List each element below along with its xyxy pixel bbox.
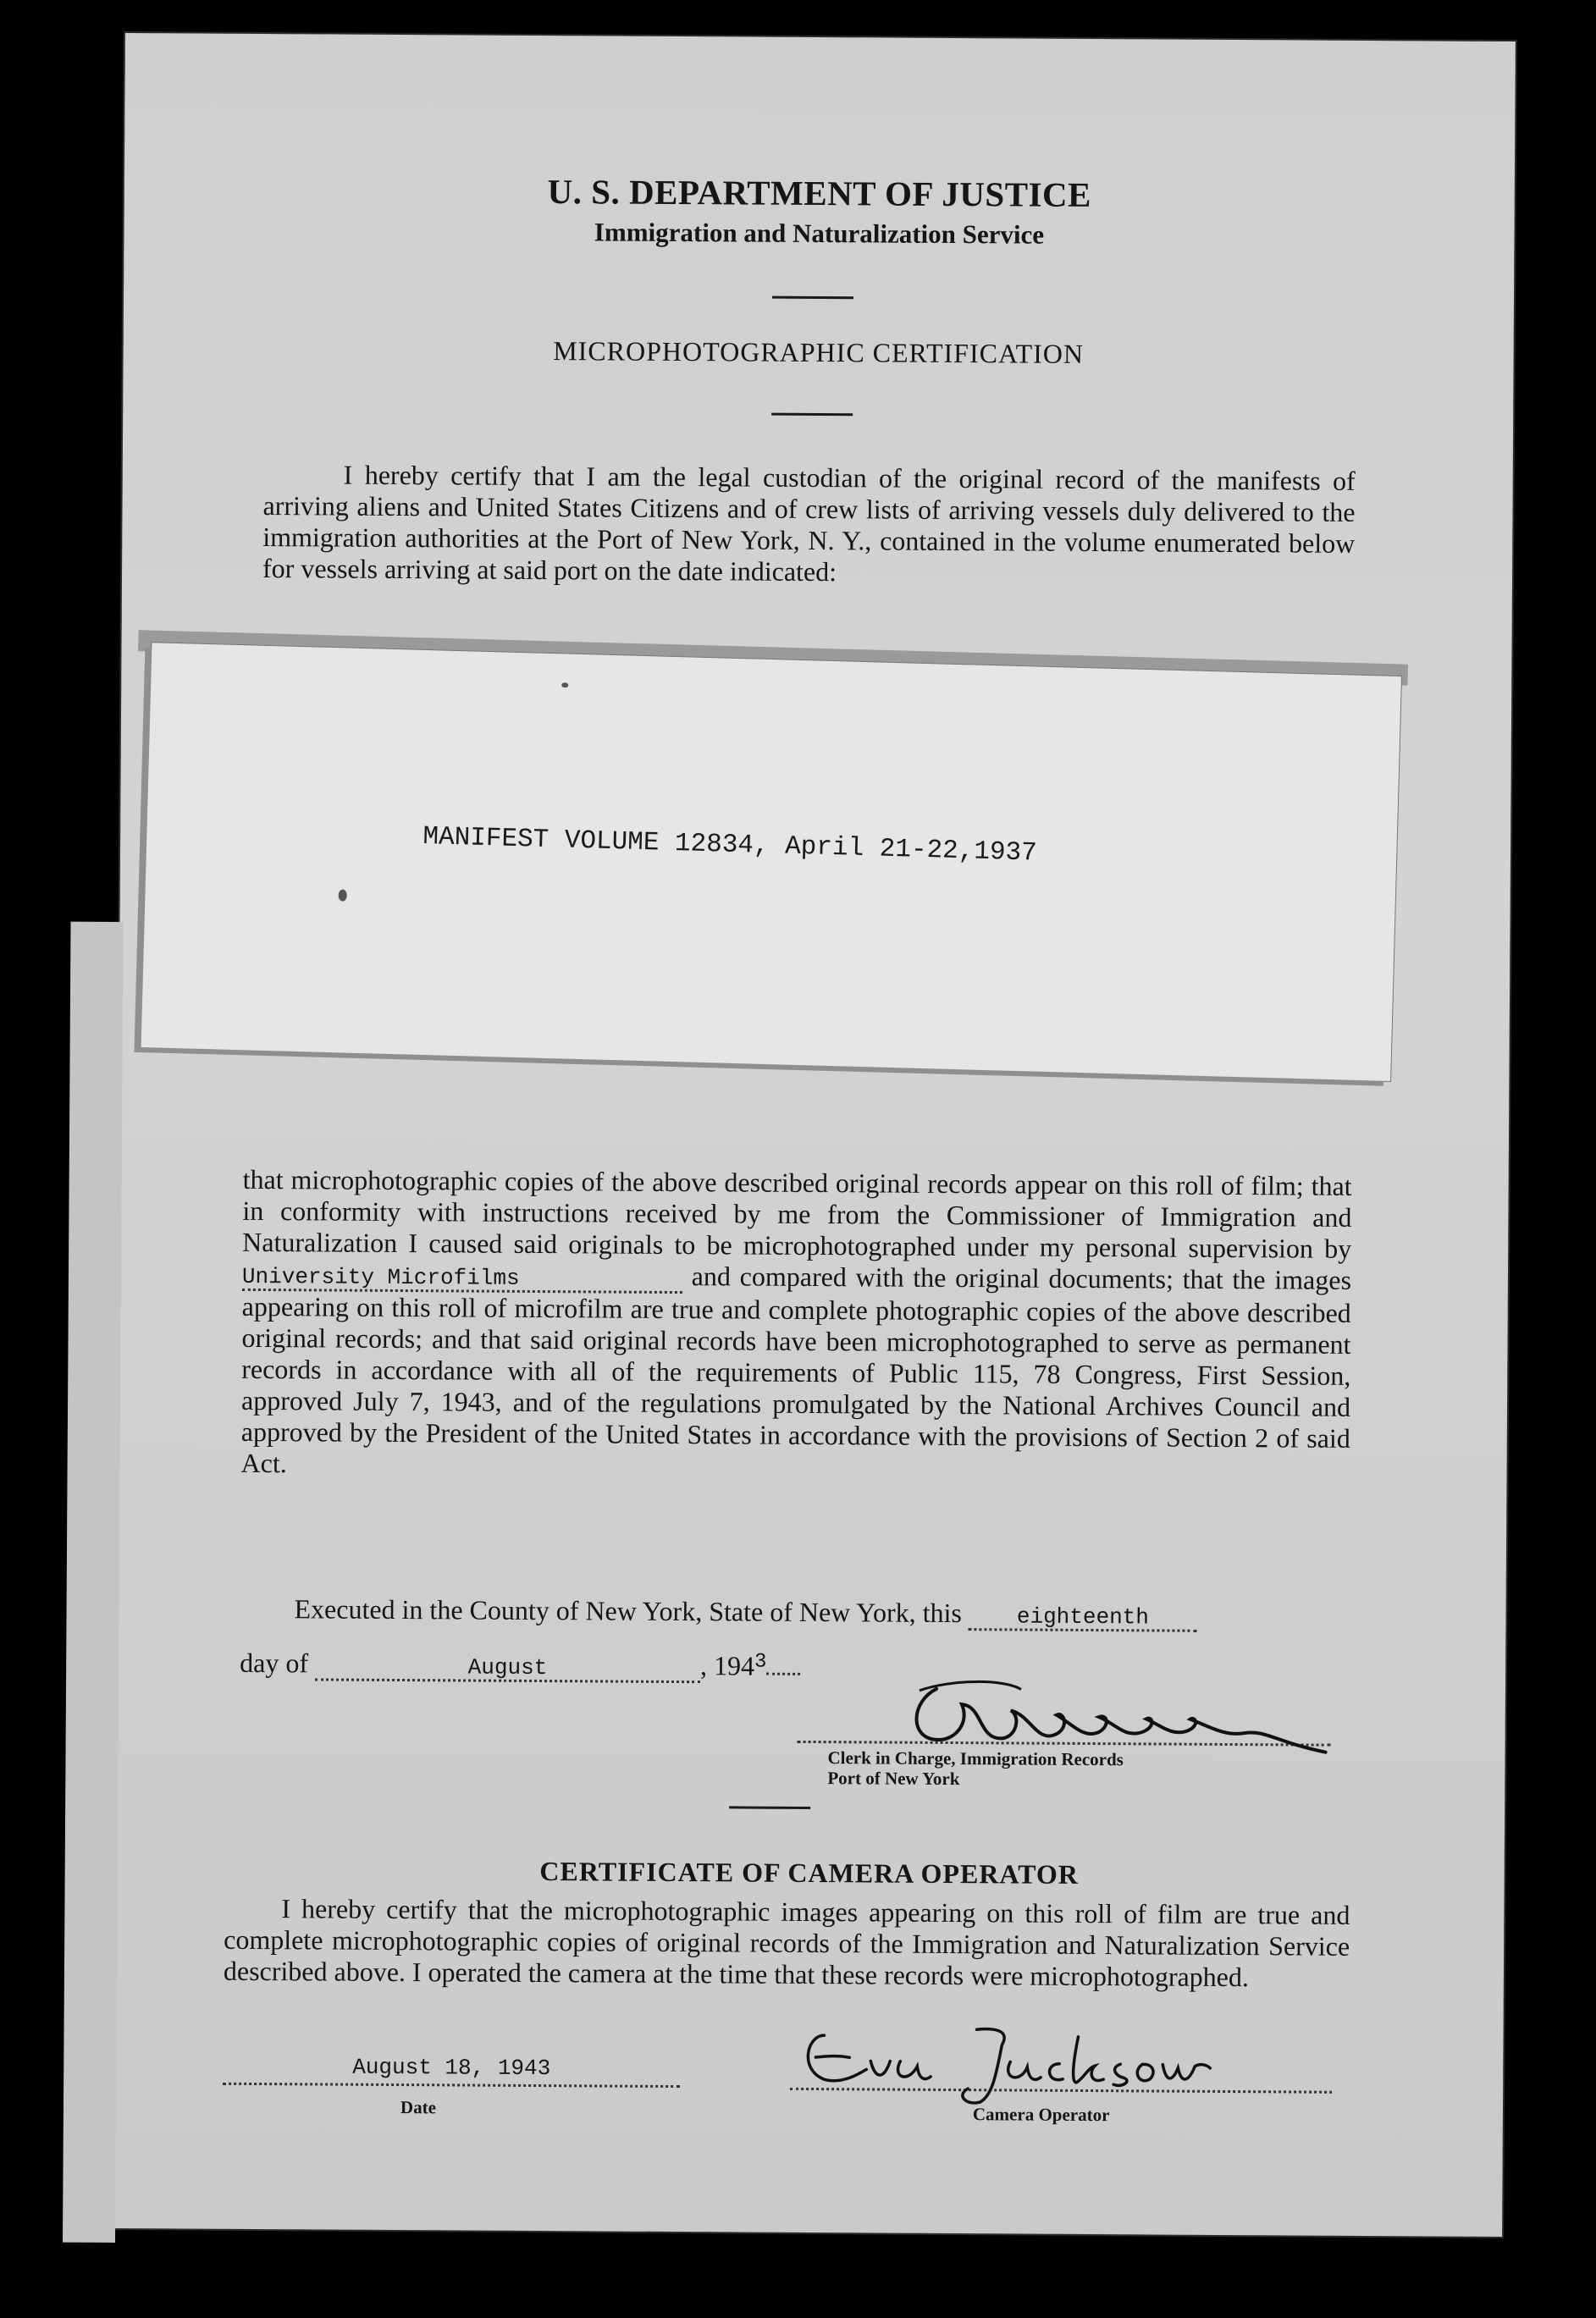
service-subtitle: Immigration and Naturalization Service xyxy=(594,217,1045,250)
divider-rule-1 xyxy=(772,296,853,300)
manifest-volume-text: MANIFEST VOLUME 12834, April 21-22,1937 xyxy=(422,821,1038,869)
body-text-part1: that microphotographic copies of the above described original records appear on this roll of film; that in conformity with instructions received by me from the Commissioner of Immigration and Naturalization I caused said originals to be microphotographed under my personal supervision by xyxy=(242,1163,1352,1264)
execution-prefix: Executed in the County of New York, State of New York, this xyxy=(294,1593,963,1629)
divider-rule-3 xyxy=(729,1806,810,1809)
clerk-caption xyxy=(827,1747,1124,1790)
clerk-caption-line2: Port of New York xyxy=(827,1768,960,1790)
intro-paragraph: I hereby certify that I am the legal custodian of the original record of the manifests of arriving aliens and United States Citizens and of crew lists of arriving vessels duly delivered to the immigration authorities at the Port of New York, N. Y., contained in the volume enumerated below for vessels arriving at said port on the date indicated: xyxy=(262,459,1356,588)
clerk-caption-line1: Clerk in Charge, Immigration Records xyxy=(827,1747,1124,1770)
body-paragraph xyxy=(241,1164,1352,1486)
camera-operator-heading: CERTIFICATE OF CAMERA OPERATOR xyxy=(539,1856,1080,1890)
year-digit: 3 xyxy=(754,1650,767,1674)
date-caption: Date xyxy=(400,2097,437,2118)
date-line xyxy=(240,1647,800,1684)
execution-line xyxy=(240,1592,1349,1633)
film-speck xyxy=(339,890,347,902)
operator-caption: Camera Operator xyxy=(972,2104,1110,2126)
day-of-label: day of xyxy=(240,1647,309,1679)
camera-operator-paragraph: I hereby certify that the microphotographic images appearing on this roll of film are true and complete microphotographic copies of original records of the Immigration and Naturalization Service described above. I operated the camera at the time that these records were microphotographed. xyxy=(223,1893,1350,1993)
film-speck xyxy=(561,682,568,687)
year-prefix: , 194 xyxy=(699,1650,755,1681)
certificate-page xyxy=(112,33,1516,2237)
supervisor-field: University Microfilms xyxy=(242,1265,682,1294)
divider-rule-2 xyxy=(771,413,853,417)
operator-signature xyxy=(790,2010,1231,2114)
year-dots xyxy=(766,1673,800,1675)
body-text-part2: and compared with the original documents; that the images appearing on this roll of microfilm are true and complete photographic copies of the above described original records; and that said original records have been microphotographed to serve as permanent records in accordance with all of the requirements of Public 115, 78 Congress, First Session, approved July 7, 1943, and of the regulations promulgated by the National Archives Council and approved by the President of the United States in accordance with the provisions of Section 2 of said Act. xyxy=(240,1261,1352,1479)
page-content xyxy=(112,33,1516,2237)
month-field: August xyxy=(315,1654,700,1683)
department-title: U. S. DEPARTMENT OF JUSTICE xyxy=(547,172,1092,214)
operator-date-value: August 18, 1943 xyxy=(352,2054,551,2082)
execution-day-field: eighteenth xyxy=(969,1604,1197,1632)
certification-heading: MICROPHOTOGRAPHIC CERTIFICATION xyxy=(553,335,1085,369)
manifest-slip xyxy=(141,643,1401,1081)
operator-date-field xyxy=(223,2054,680,2088)
